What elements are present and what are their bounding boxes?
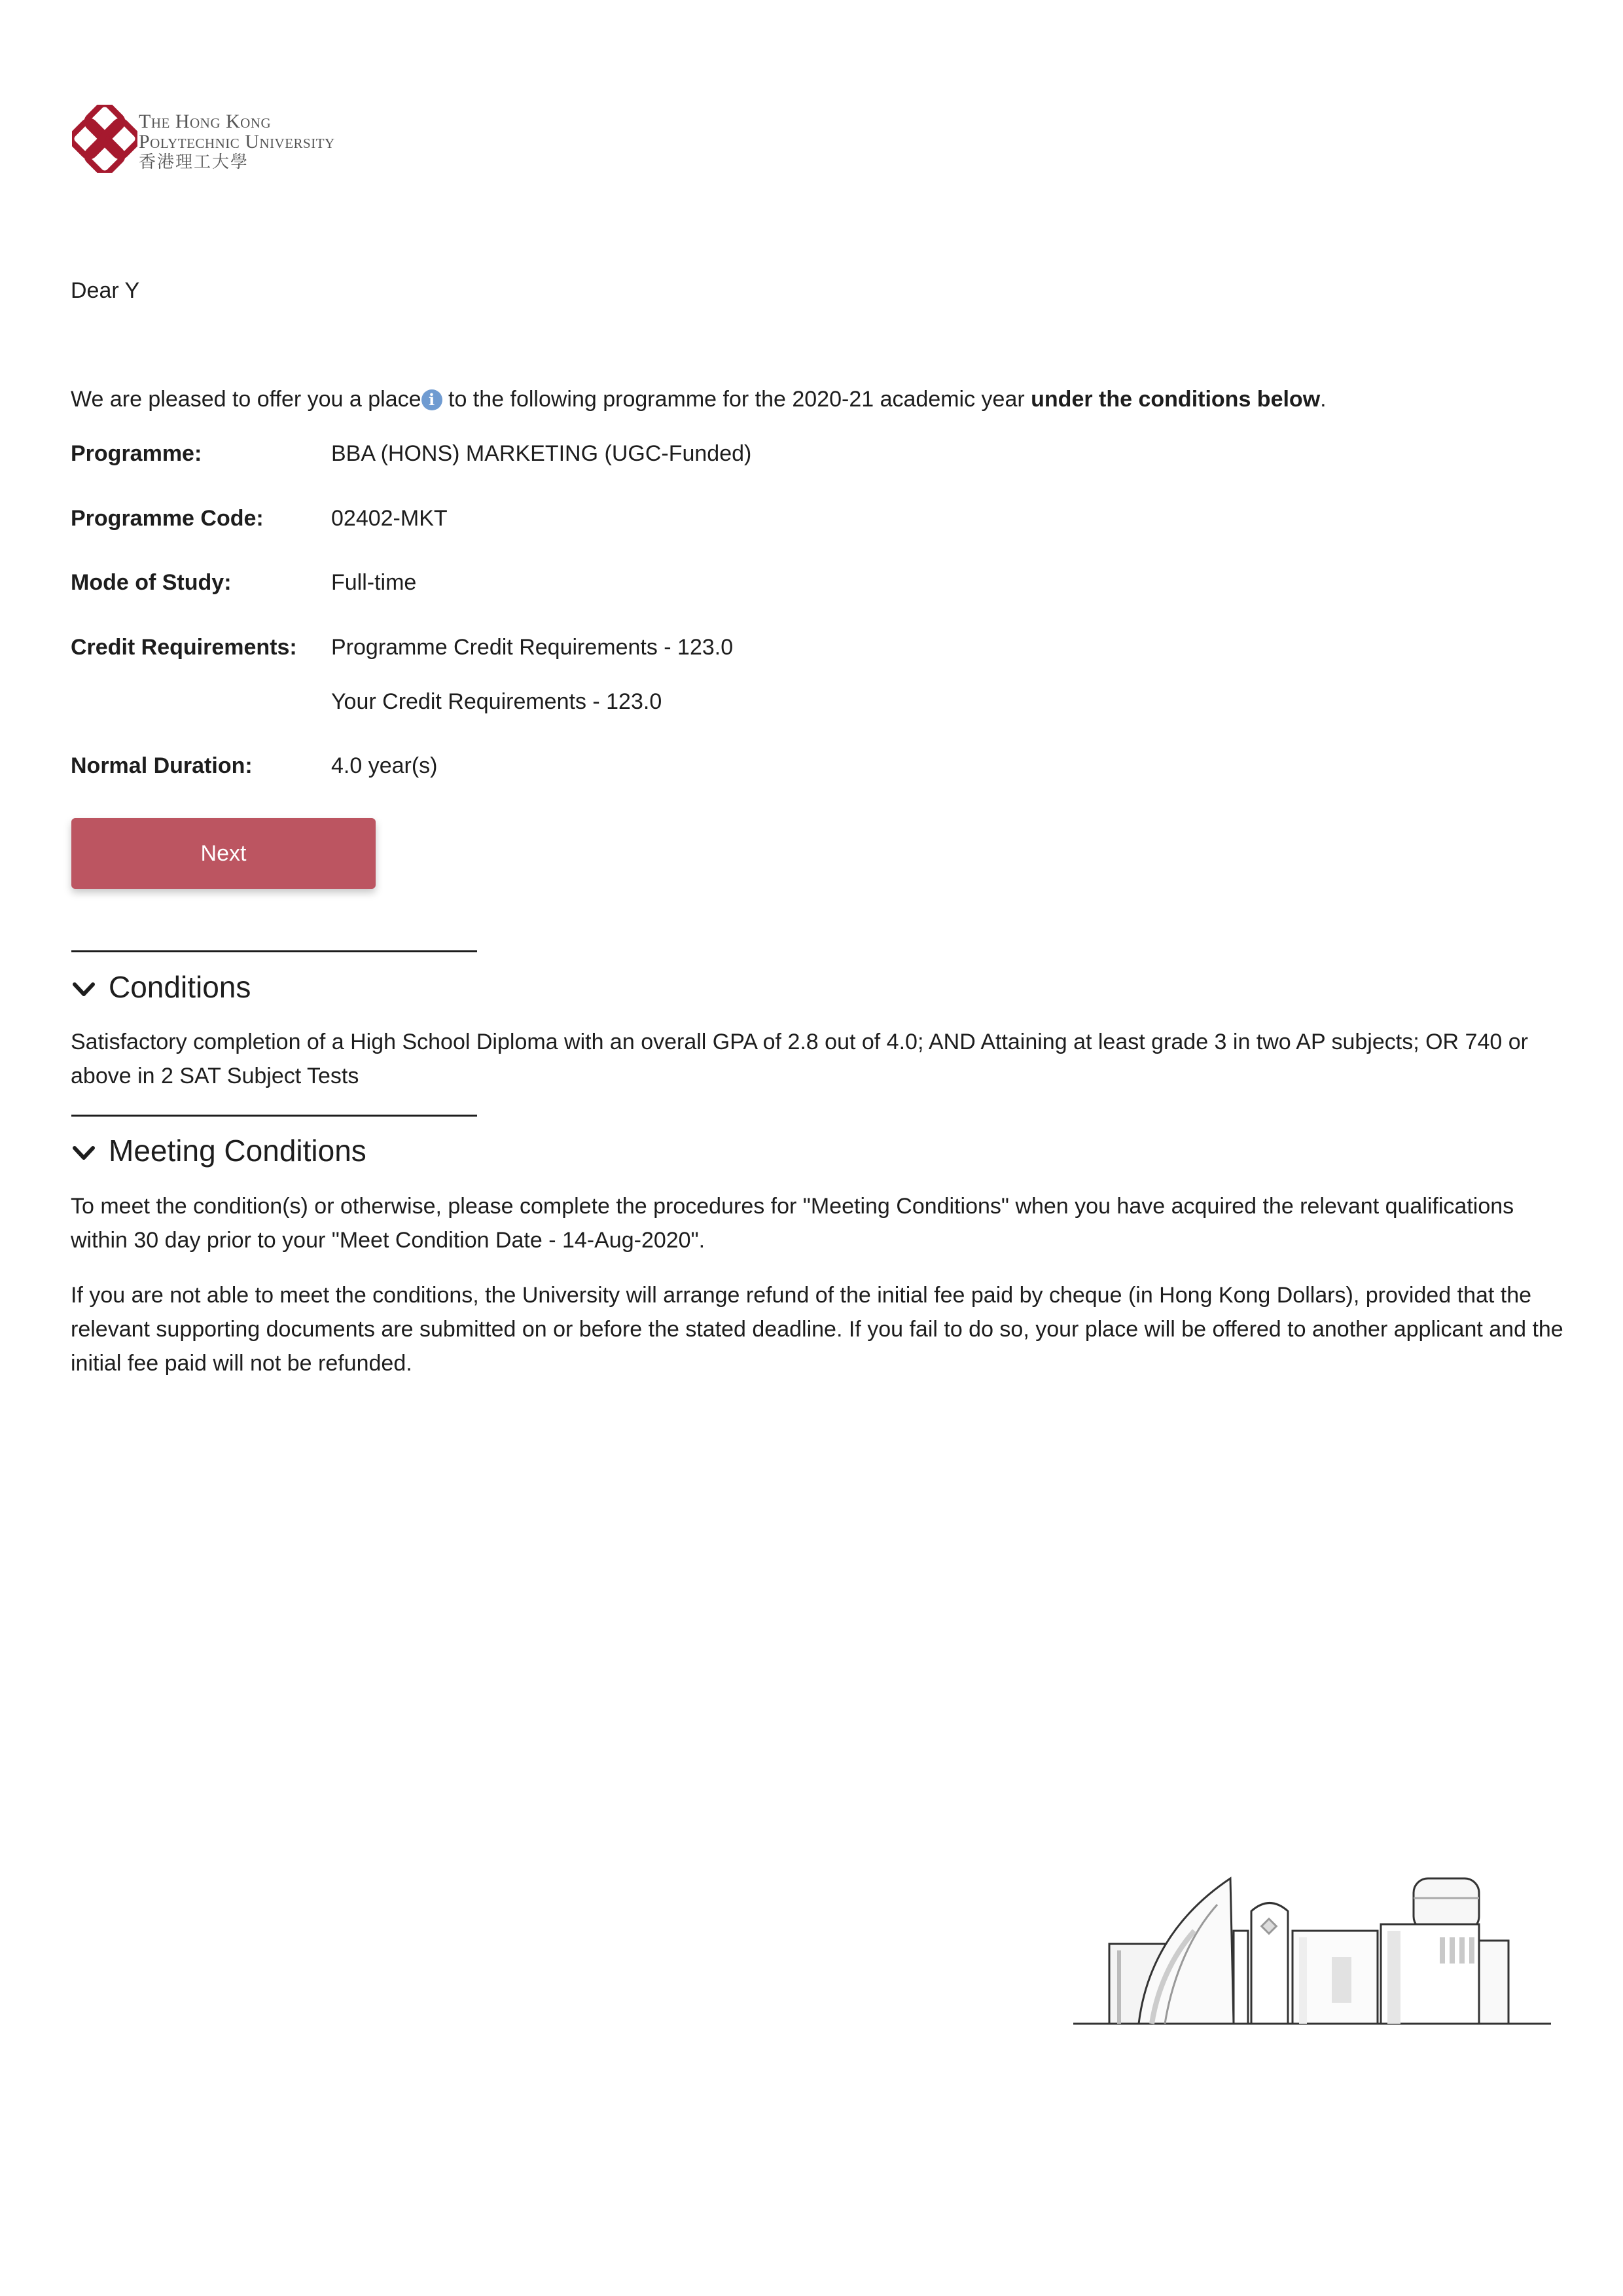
your-credit-value: Your Credit Requirements - 123.0	[331, 689, 662, 714]
meeting-conditions-title: Meeting Conditions	[109, 1134, 366, 1168]
intro-text-end: .	[1320, 387, 1327, 412]
conditions-text: Satisfactory completion of a High School Diploma with an overall GPA of 2.8 out of 4.0; AND Attaining at least grade 3 in two AP subjects; OR 740 or above in 2 SAT Subject Tests	[71, 1030, 1528, 1088]
university-name	[139, 111, 335, 172]
programme-label: Programme:	[71, 441, 202, 466]
normal-duration-label: Normal Duration:	[71, 753, 253, 778]
conditions-toggle[interactable]	[71, 967, 251, 1007]
intro-text-start: We are pleased to offer you a place	[71, 387, 421, 412]
programme-code-value: 02402-MKT	[331, 506, 448, 531]
meeting-conditions-paragraph-2: If you are not able to meet the conditions, the University will arrange refund of the initial fee paid by cheque (in Hong Kong Dollars), provided that the relevant supporting documents are submitted on or before the stated deadline. If you fail to do so, your place will be offered to another applicant and the initial fee paid will not be refunded.	[71, 1283, 1563, 1376]
chevron-down-icon	[71, 977, 97, 1003]
greeting: Dear Y	[71, 278, 140, 303]
normal-duration-value: 4.0 year(s)	[331, 753, 438, 778]
logo-line-2: Polytechnic University	[139, 131, 335, 152]
meeting-conditions-paragraph-1: To meet the condition(s) or otherwise, please complete the procedures for "Meeting Conditions" when you have acquired the relevant qualifications within 30 day prior to your "Meet Condition Date - 14-Aug-2020".	[71, 1194, 1514, 1253]
info-icon[interactable]: i	[421, 389, 442, 410]
conditions-divider	[71, 950, 477, 952]
programme-credit-value: Programme Credit Requirements - 123.0	[331, 635, 734, 660]
conditions-title: Conditions	[109, 970, 251, 1004]
programme-code-label: Programme Code:	[71, 506, 264, 531]
campus-skyline-illustration	[1073, 1859, 1558, 2029]
intro-text-middle: to the following programme for the 2020-21 academic year	[442, 387, 1031, 412]
chevron-down-icon	[71, 1140, 97, 1166]
meeting-conditions-divider	[71, 1115, 477, 1117]
mode-of-study-value: Full-time	[331, 570, 417, 595]
offer-intro	[71, 382, 1327, 416]
mode-of-study-label: Mode of Study:	[71, 570, 232, 595]
polyu-logo-icon	[72, 105, 137, 173]
intro-text-bold: under the conditions below	[1031, 387, 1321, 412]
credit-requirements-label: Credit Requirements:	[71, 635, 297, 660]
meeting-conditions-toggle[interactable]	[71, 1131, 366, 1170]
programme-value: BBA (HONS) MARKETING (UGC-Funded)	[331, 441, 752, 466]
logo-line-3: 香港理工大學	[139, 152, 249, 171]
next-button[interactable]: Next	[71, 818, 376, 889]
logo-line-1: The Hong Kong	[139, 111, 272, 132]
